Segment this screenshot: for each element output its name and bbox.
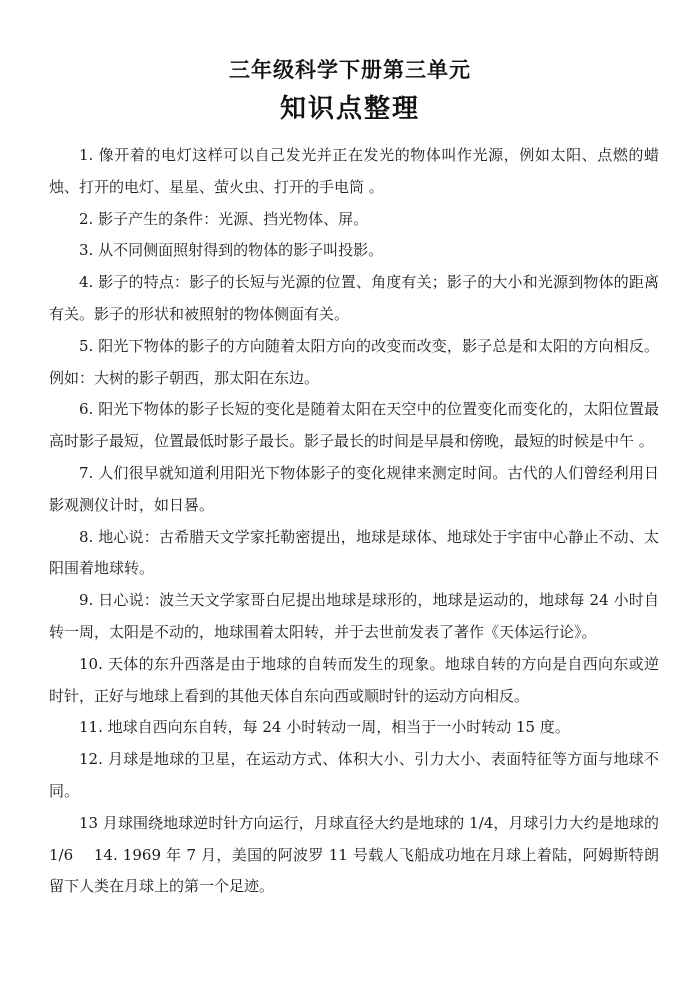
knowledge-point-7: 7. 人们很早就知道利用阳光下物体影子的变化规律来测定时间。古代的人们曾经利用日影观测仪计时，如日晷。 [49, 463, 659, 514]
knowledge-point-3: 3. 从不同侧面照射得到的物体的影子叫投影。 [79, 241, 384, 260]
knowledge-point-5: 5. 阳光下物体的影子的方向随着太阳方向的改变而改变，影子总是和太阳的方向相反。例如：大树的影子朝西，那太阳在东边。 [49, 336, 659, 387]
knowledge-points-list [49, 140, 659, 903]
document-subtitle: 知识点整理 [279, 94, 420, 124]
document-title: 三年级科学下册第三单元 [229, 57, 471, 82]
knowledge-point-12: 12. 月球是地球的卫星，在运动方式、体积大小、引力大小、表面特征等方面与地球不同。 [49, 750, 659, 800]
knowledge-point-2: 2. 影子产生的条件：光源、挡光物体、屏。 [79, 209, 369, 228]
knowledge-point-6: 6. 阳光下物体的影子长短的变化是随着太阳在天空中的位置变化而变化的，太阳位置最高时影子最短，位置最低时影子最长。影子最长的时间是早晨和傍晚，最短的时候是中午 。 [49, 400, 659, 451]
knowledge-point-11: 11. 地球自西向东自转，每 24 小时转动一周，相当于一小时转动 15 度。 [79, 718, 570, 737]
knowledge-point-1: 1. 像开着的电灯这样可以自己发光并正在发光的物体叫作光源，例如太阳、点燃的蜡烛、打开的电灯、星星、萤火虫、打开的手电筒 。 [49, 146, 659, 196]
knowledge-point-8: 8. 地心说：古希腊天文学家托勒密提出，地球是球体、地球处于宇宙中心静止不动、太阳围着地球转。 [49, 527, 659, 578]
knowledge-point-4: 4. 影子的特点：影子的长短与光源的位置、角度有关；影子的大小和光源到物体的距离有关。影子的形状和被照射的物体侧面有关。 [49, 273, 659, 323]
knowledge-point-10: 10. 天体的东升西落是由于地球的自转而发生的现象。地球自转的方向是自西向东或逆时针，正好与地球上看到的其他天体自东向西或顺时针的运动方向相反。 [49, 654, 659, 705]
knowledge-point-13-14: 13 月球围绕地球逆时针方向运行，月球直径大约是地球的 1/4，月球引力大约是地球的 1/6 14. 1969 年 7 月，美国的阿波罗 11 号载人飞船成功地在月球上着陆，阿姆斯特朗留下人类在月球上的第一个足迹。 [49, 813, 659, 896]
knowledge-point-9: 9. 日心说：波兰天文学家哥白尼提出地球是球形的，地球是运动的，地球每 24 小时自转一周，太阳是不动的，地球围着太阳转，并于去世前发表了著作《天体运行论》。 [49, 591, 659, 641]
